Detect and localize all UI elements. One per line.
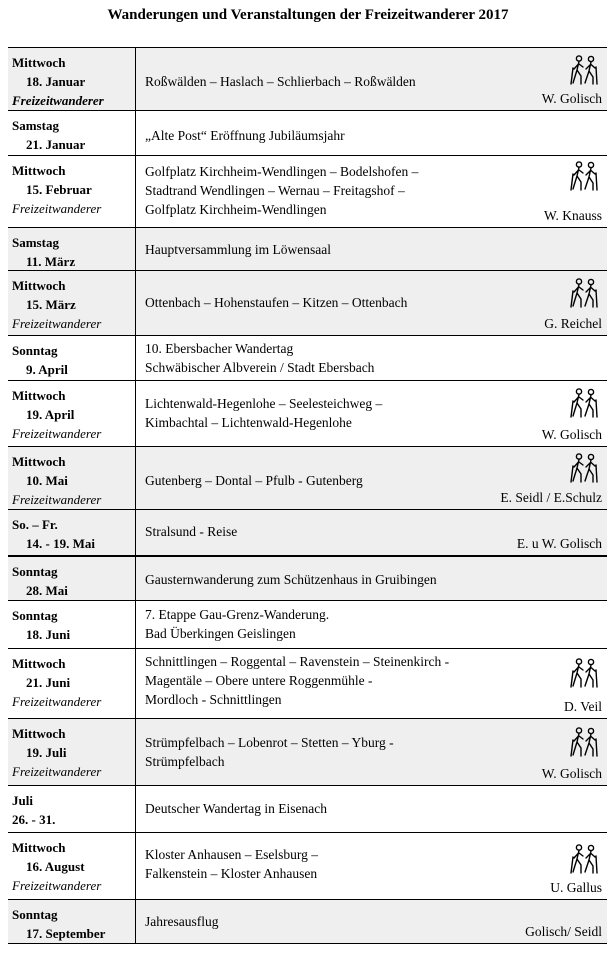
table-row <box>8 381 607 447</box>
hiker-icon <box>569 452 599 484</box>
event-description <box>145 605 507 643</box>
hiker-icon <box>569 160 599 192</box>
hiker-icon <box>569 277 599 309</box>
table-row <box>8 557 607 601</box>
description-line: Mordloch - Schnittlingen <box>145 692 282 707</box>
description-line: Hauptversammlung im Löwensaal <box>145 242 331 257</box>
description-line: Lichtenwald-Hegenlohe – Seelesteichweg – <box>145 396 383 411</box>
event-date: 18. Januar <box>26 74 86 89</box>
description-line: Deutscher Wandertag in Eisenach <box>145 801 327 816</box>
table-row <box>8 271 607 336</box>
date-cell <box>8 900 136 943</box>
event-description <box>145 570 507 589</box>
table-row <box>8 336 607 381</box>
date-cell <box>8 510 136 555</box>
group-label: Freizeitwanderer <box>12 492 102 507</box>
event-date: 11. März <box>26 254 76 269</box>
table-row <box>8 649 607 719</box>
event-date: 10. Mai <box>26 473 68 488</box>
page-title: Wanderungen und Veranstaltungen der Freizeitwanderer 2017 <box>107 7 509 23</box>
description-line: Magentäle – Obere untere Roggenmühle - <box>145 673 373 688</box>
description-line: Gausternwanderung zum Schützenhaus in Gruibingen <box>145 572 437 587</box>
group-label: Freizeitwanderer <box>12 878 102 893</box>
table-row <box>8 228 607 271</box>
weekday: Mittwoch <box>12 163 66 178</box>
weekday: Sonntag <box>12 343 58 358</box>
event-description <box>145 394 507 432</box>
weekday: Mittwoch <box>12 840 66 855</box>
table-row <box>8 601 607 649</box>
event-description <box>145 799 507 818</box>
table-row <box>8 510 607 557</box>
weekday: Samstag <box>12 235 59 250</box>
weekday: Mittwoch <box>12 388 66 403</box>
date-cell <box>8 719 136 785</box>
description-line: Kloster Anhausen – Eselsburg – <box>145 847 318 862</box>
event-date: 9. April <box>26 362 68 377</box>
description-line: Falkenstein – Kloster Anhausen <box>145 866 318 881</box>
leader-name: E. u W. Golisch <box>516 536 602 551</box>
table-row <box>8 156 607 228</box>
date-cell <box>8 447 136 509</box>
description-line: 10. Ebersbacher Wandertag <box>145 341 294 356</box>
group-label: Freizeitwanderer <box>12 764 102 779</box>
description-line: Jahresausflug <box>145 914 219 929</box>
events-table <box>8 47 607 944</box>
event-date: 17. September <box>26 926 106 941</box>
weekday: Mittwoch <box>12 55 66 70</box>
table-row <box>8 111 607 156</box>
description-line: Schwäbischer Albverein / Stadt Ebersbach <box>145 360 375 375</box>
description-line: Roßwälden – Haslach – Schlierbach – Roßwälden <box>145 74 416 89</box>
group-label: Freizeitwanderer <box>12 93 104 108</box>
weekday: So. – Fr. <box>12 517 58 532</box>
event-date: 28. Mai <box>26 583 68 598</box>
group-label: Freizeitwanderer <box>12 694 102 709</box>
description-line: Strümpfelbach – Lobenrot – Stetten – Yburg - <box>145 735 394 750</box>
event-description <box>145 339 507 377</box>
weekday: Juli <box>12 793 33 808</box>
weekday: Sonntag <box>12 907 58 922</box>
weekday: Mittwoch <box>12 656 66 671</box>
date-cell <box>8 336 136 380</box>
description-line: Golfplatz Kirchheim-Wendlingen <box>145 202 327 217</box>
leader-name: W. Golisch <box>541 91 602 106</box>
event-description <box>145 72 507 91</box>
event-date: 21. Juni <box>26 675 71 690</box>
date-cell <box>8 48 136 110</box>
date-cell <box>8 111 136 155</box>
description-line: „Alte Post“ Eröffnung Jubiläumsjahr <box>145 128 345 143</box>
leader-name: D. Veil <box>563 699 602 714</box>
leader-name: U. Gallus <box>550 880 602 895</box>
event-description <box>145 912 507 931</box>
weekday: Mittwoch <box>12 278 66 293</box>
event-description <box>145 240 507 259</box>
date-cell <box>8 786 136 832</box>
description-line: Gutenberg – Dontal – Pfulb - Gutenberg <box>145 473 363 488</box>
event-date: 26. - 31. <box>12 812 56 827</box>
weekday: Mittwoch <box>12 726 66 741</box>
date-cell <box>8 381 136 446</box>
leader-name: G. Reichel <box>544 316 602 331</box>
group-label: Freizeitwanderer <box>12 316 102 331</box>
event-date: 21. Januar <box>26 137 86 152</box>
date-cell <box>8 649 136 718</box>
event-description <box>145 162 507 219</box>
event-description <box>145 126 507 145</box>
weekday: Mittwoch <box>12 454 66 469</box>
description-line: Bad Überkingen Geislingen <box>145 626 296 641</box>
date-cell <box>8 833 136 899</box>
group-label: Freizeitwanderer <box>12 201 102 216</box>
event-date: 16. August <box>26 859 85 874</box>
leader-name: W. Knauss <box>543 208 602 223</box>
event-date: 15. Februar <box>26 182 92 197</box>
hiker-icon <box>569 843 599 875</box>
event-description <box>145 293 507 312</box>
weekday: Sonntag <box>12 564 58 579</box>
description-line: 7. Etappe Gau-Grenz-Wanderung. <box>145 607 330 622</box>
description-line: Ottenbach – Hohenstaufen – Kitzen – Ottenbach <box>145 295 408 310</box>
event-date: 18. Juni <box>26 627 71 642</box>
date-cell <box>8 557 136 600</box>
leader-name: W. Golisch <box>541 427 602 442</box>
event-date: 15. März <box>26 297 76 312</box>
hiker-icon <box>569 387 599 419</box>
event-description <box>145 733 507 771</box>
date-cell <box>8 156 136 227</box>
event-description <box>145 522 507 541</box>
weekday: Samstag <box>12 118 59 133</box>
description-line: Stadtrand Wendlingen – Wernau – Freitagshof – <box>145 183 405 198</box>
event-description <box>145 652 507 709</box>
group-label: Freizeitwanderer <box>12 426 102 441</box>
event-description <box>145 471 507 490</box>
table-row <box>8 719 607 786</box>
event-date: 19. April <box>26 407 75 422</box>
description-line: Schnittlingen – Roggental – Ravenstein – Steinenkirch - <box>145 654 450 669</box>
leader-name: E. Seidl / E.Schulz <box>500 490 602 505</box>
hiker-icon <box>569 657 599 689</box>
leader-name: Golisch/ Seidl <box>525 924 602 939</box>
table-row <box>8 447 607 510</box>
description-line: Golfplatz Kirchheim-Wendlingen – Bodelshofen – <box>145 164 419 179</box>
description-line: Kimbachtal – Lichtenwald-Hegenlohe <box>145 415 352 430</box>
hiker-icon <box>569 726 599 758</box>
date-cell <box>8 228 136 270</box>
description-line: Stralsund - Reise <box>145 524 238 539</box>
event-date: 14. - 19. Mai <box>26 536 95 551</box>
table-row <box>8 786 607 833</box>
table-row <box>8 833 607 900</box>
table-row <box>8 900 607 944</box>
table-row <box>8 48 607 111</box>
event-date: 19. Juli <box>26 745 67 760</box>
date-cell <box>8 271 136 335</box>
description-line: Strümpfelbach <box>145 754 225 769</box>
event-description <box>145 845 507 883</box>
hiker-icon <box>569 54 599 86</box>
weekday: Sonntag <box>12 608 58 623</box>
leader-name: W. Golisch <box>541 766 602 781</box>
date-cell <box>8 601 136 648</box>
